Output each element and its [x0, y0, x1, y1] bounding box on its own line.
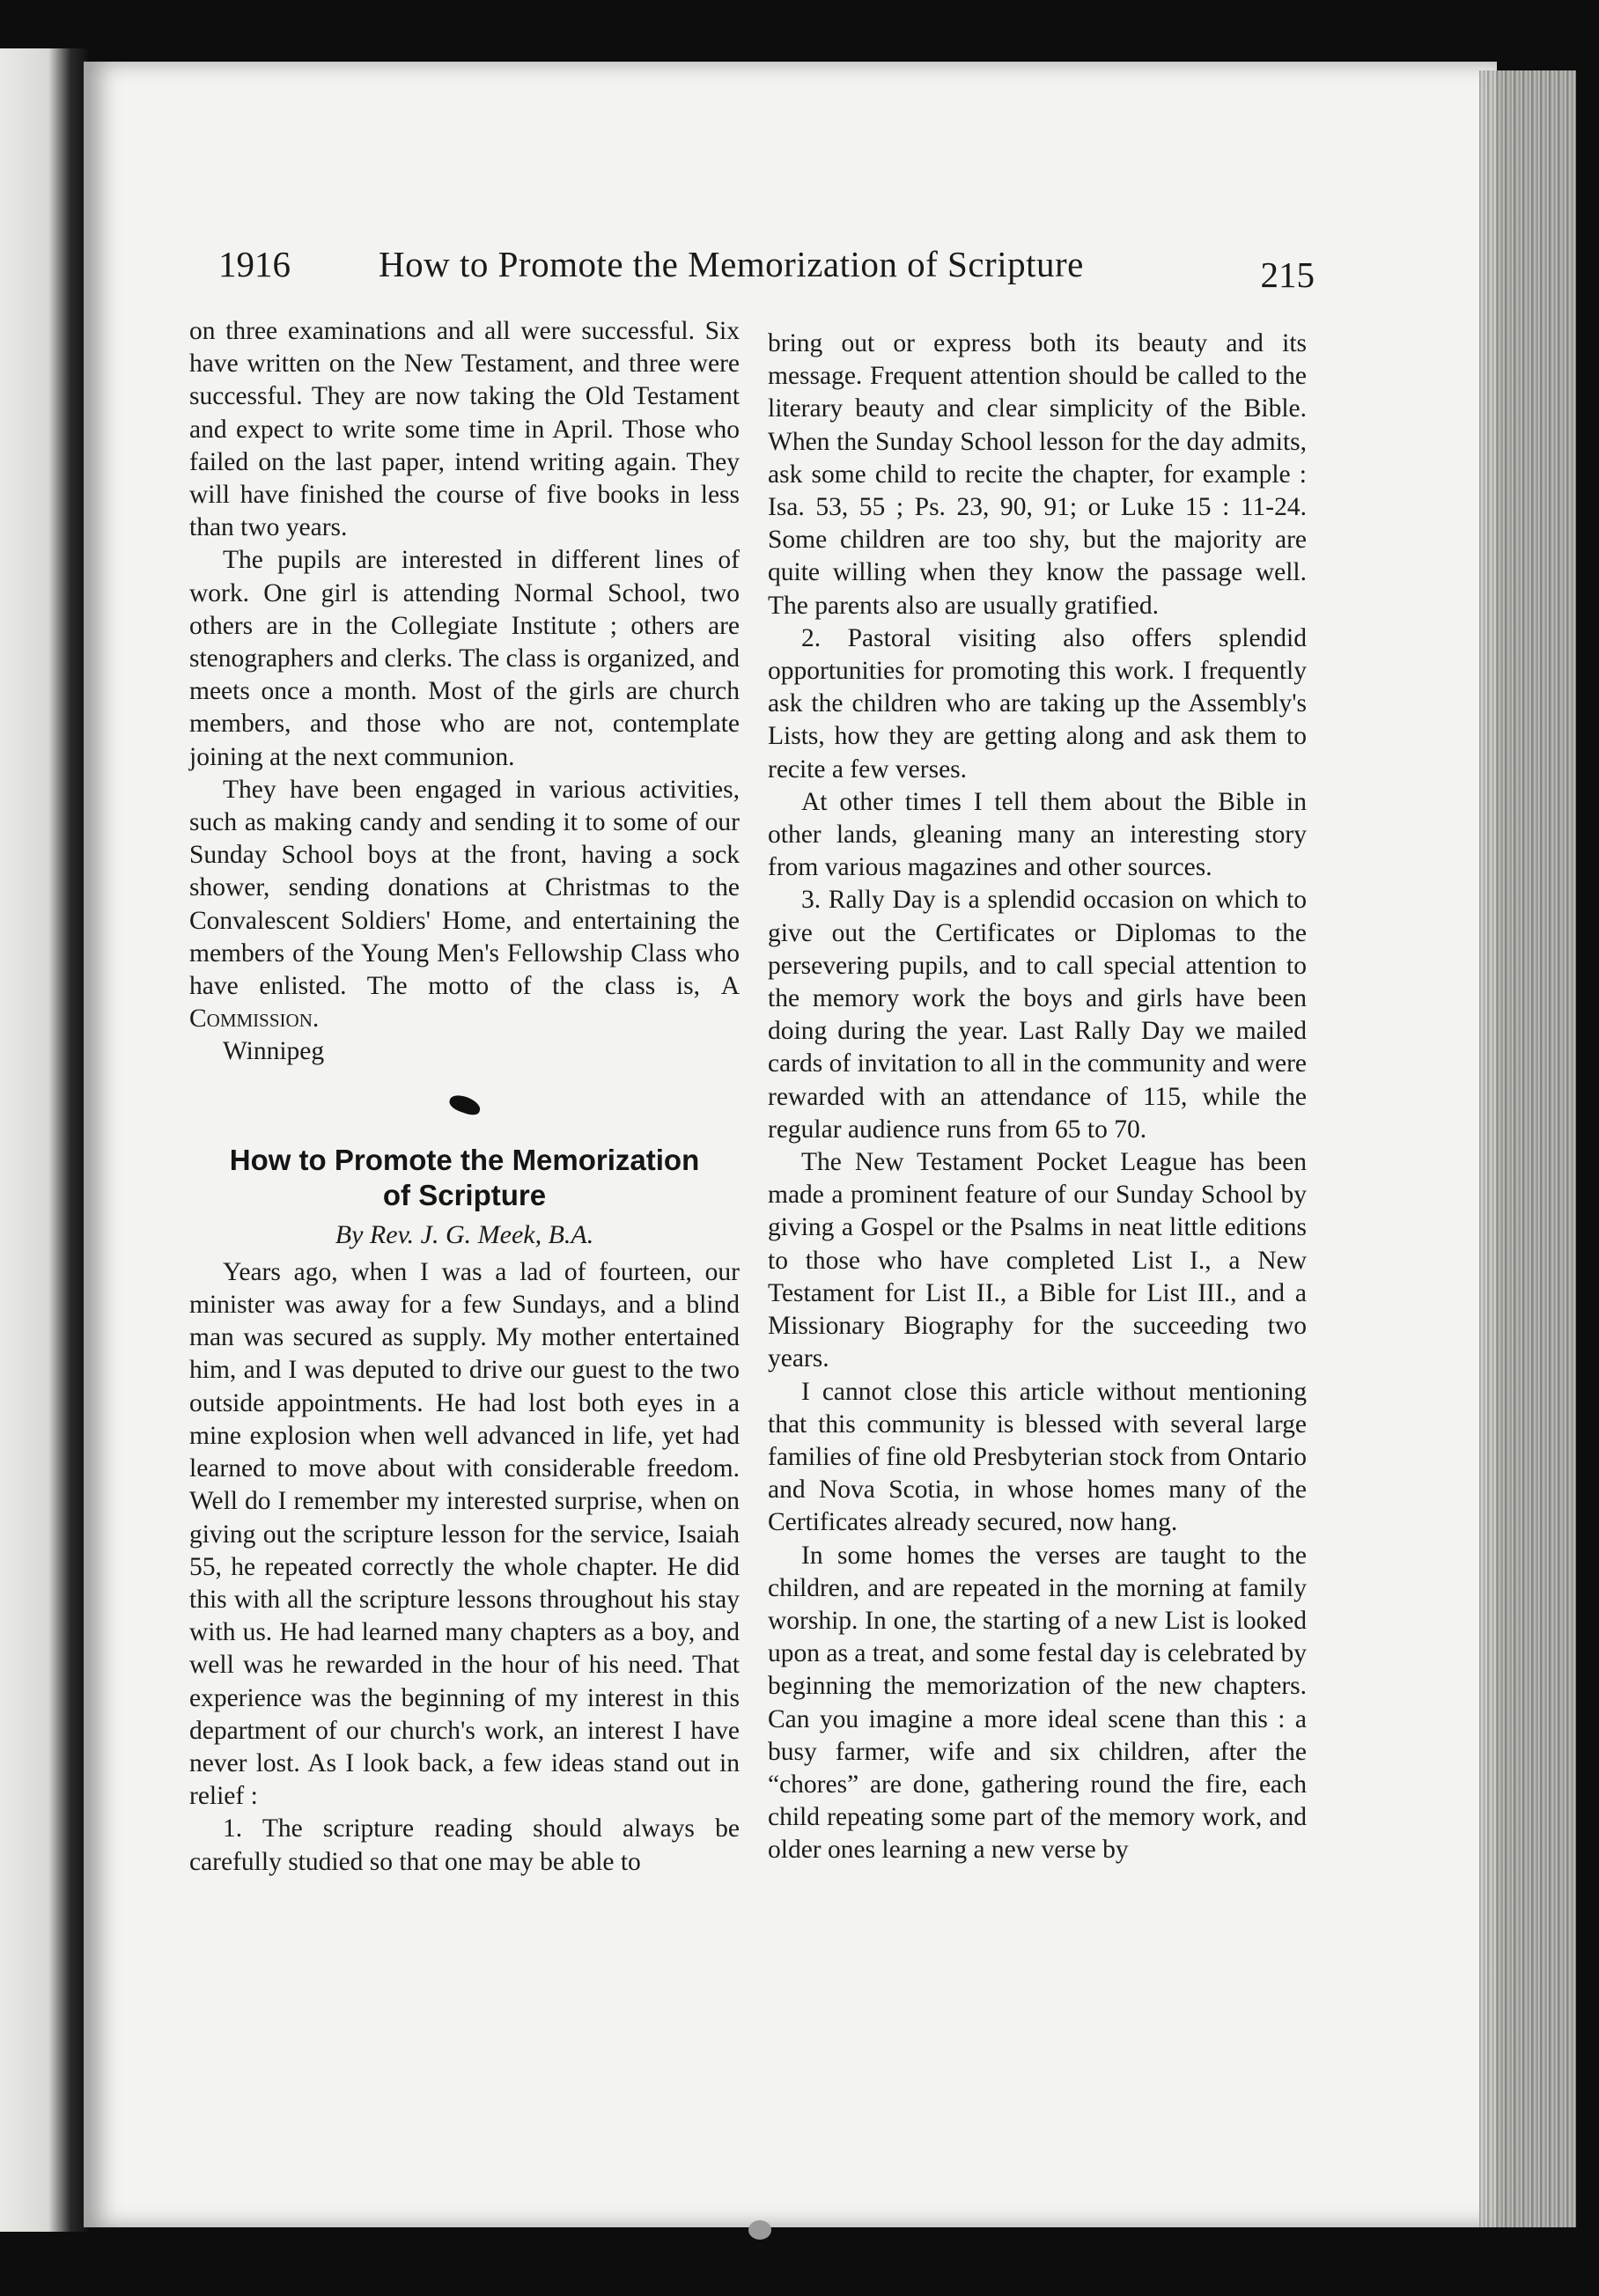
byline: By Rev. J. G. Meek, B.A.	[335, 1219, 594, 1249]
header-year: 1916	[218, 244, 291, 284]
paragraph	[189, 774, 740, 1036]
page-number: 215	[1260, 254, 1315, 295]
class-motto: A Commission.	[189, 972, 741, 1034]
paragraph: 1. The scripture reading should always be carefully studied so that one may be able to	[189, 1814, 740, 1876]
paragraph: The pupils are interested in different lines of work. One girl is attending Normal School, two others are in the Collegiate Institute ; others are stenographers and clerks. The class is organized, and meets once a month. Most of the girls are church members, and those who are not, contemplate joining at the next communion.	[189, 546, 740, 771]
left-column	[189, 315, 740, 1879]
article-title	[189, 1143, 740, 1213]
paragraph: I cannot close this article without mentioning that this community is blessed with several large families of fine old Presbyterian stock from Ontario and Nova Scotia, in whose homes many of the Certificates already secured, now hang.	[768, 1377, 1307, 1537]
paragraph: In some homes the verses are taught to the children, and are repeated in the morning at family worship. In one, the starting of a new List is looked upon as a treat, and some festal day is celebrated by beginning the memorization of the new chapters. Can you imagine a more ideal scene than this : a busy farmer, wife and six children, after the “chores” are done, gathering round the fire, each child repeating some part of the memory work, and older ones learning a new verse by	[768, 1541, 1307, 1865]
scan-speck	[748, 2220, 771, 2240]
page-header	[218, 243, 1315, 305]
page-edges	[1479, 70, 1576, 2227]
article-title-line: How to Promote the Memorization	[229, 1143, 700, 1176]
paragraph: on three examinations and all were successful. Six have written on the New Testament, and three were successful. They are now taking the Old Testament and expect to write some time in April. Those who failed on the last paper, intend writing again. They will have finished the course of five books in less than two years.	[189, 317, 740, 542]
section-ornament-icon	[447, 1093, 483, 1117]
paragraph: bring out or express both its beauty and its message. Frequent attention should be called to the literary beauty and clear simplicity of the Bible. When the Sunday School lesson for the day admits, ask some child to recite the chapter, for example : Isa. 53, 55 ; Ps. 23, 90, 91; or Luke 15 : 11-24. Some children are too shy, but the majority are quite willing when they know the passage well. The parents also are usually gratified.	[768, 329, 1307, 620]
paragraph: At other times I tell them about the Bible in other lands, gleaning many an interesting story from various magazines and other sources.	[768, 787, 1307, 882]
paragraph: 2. Pastoral visiting also offers splendid opportunities for promoting this work. I frequently ask the children who are taking up the Assembly's Lists, how they are getting along and ask them to recite a few verses.	[768, 623, 1307, 784]
paragraph: Years ago, when I was a lad of fourteen, our minister was away for a few Sundays, and a blind man was secured as supply. My mother entertained him, and I was deputed to drive our guest to the two outside appointments. He had lost both eyes in a mine explosion when well advanced in life, yet had learned to move about with considerable freedom. Well do I remember my interested surprise, when on giving out the scripture lesson for the service, Isaiah 55, he repeated correctly the whole chapter. He did this with all the scripture lessons throughout his stay with us. He had learned many chapters as a boy, and well was he rewarded in the hour of his need. That experience was the beginning of my interest in this department of our church's work, an interest I have never lost. As I look back, a few ideas stand out in relief :	[189, 1257, 740, 1811]
book-binding-left	[0, 48, 88, 2232]
running-title: How to Promote the Memorization of Scripture	[379, 244, 1084, 284]
signoff-place: Winnipeg	[223, 1037, 325, 1066]
paragraph-text: They have been engaged in various activities, such as making candy and sending it to some of our Sunday School boys at the front, having a sock shower, sending donations at Christmas to the Convalescent Soldiers' Home, and entertaining the members of the Young Men's Fellowship Class who have enlisted. The motto of the class is,	[189, 775, 740, 1001]
article-title-line: of Scripture	[382, 1178, 547, 1211]
right-column	[768, 327, 1307, 1867]
paragraph: The New Testament Pocket League has been made a prominent feature of our Sunday School by giving a Gospel or the Psalms in neat little editions to those who have completed List I., a New Testament for List II., a Bible for List III., and a Missionary Biography for the succeeding two years.	[768, 1148, 1307, 1373]
paragraph: 3. Rally Day is a splendid occasion on which to give out the Certificates or Diplomas to the persevering pupils, and to call special attention to the memory work the boys and girls have been doing during the year. Last Rally Day we mailed cards of invitation to all in the community and were rewarded with an attendance of 115, while the regular audience runs from 65 to 70.	[768, 886, 1307, 1144]
